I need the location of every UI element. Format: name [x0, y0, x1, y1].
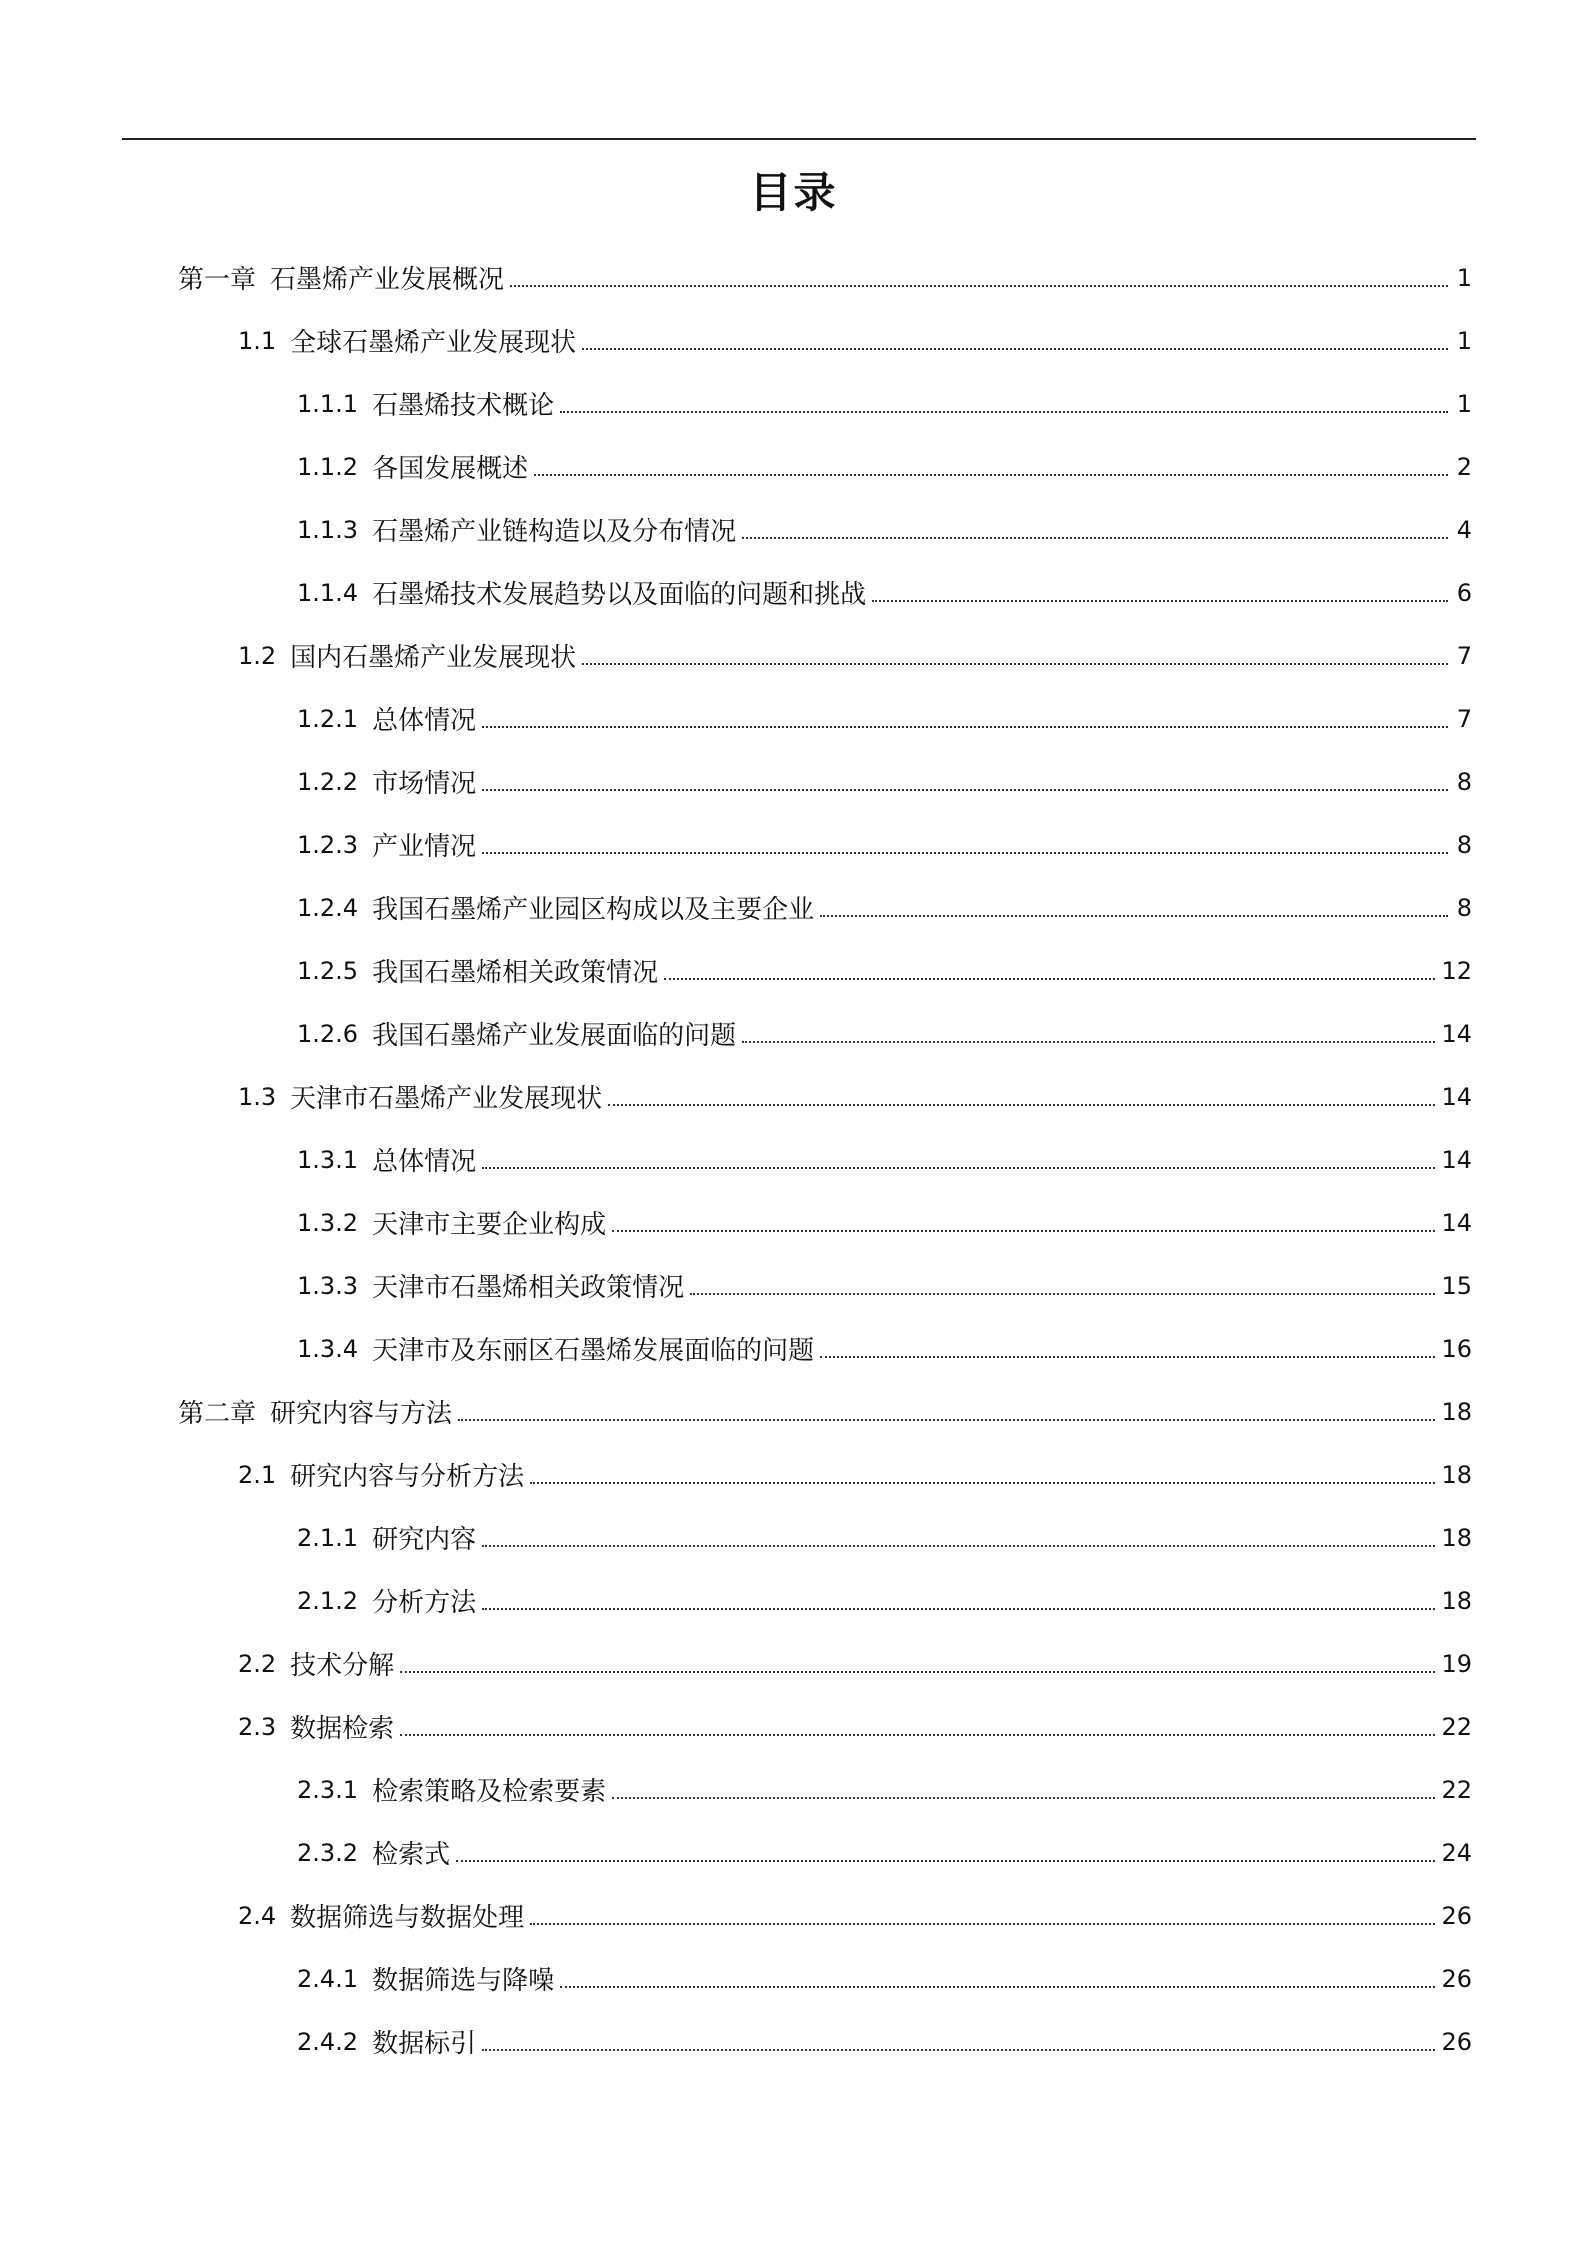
- toc-entry-page: 8: [1456, 830, 1472, 859]
- toc-entry-page: 18: [1441, 1586, 1472, 1615]
- toc-dot-leader: [530, 1923, 1435, 1925]
- toc-entry[interactable]: [0, 876, 1587, 939]
- toc-entry[interactable]: [0, 1254, 1587, 1317]
- toc-entry-number: 2.4.1: [297, 1964, 359, 1993]
- toc-entry[interactable]: [0, 1002, 1587, 1065]
- toc-entry-title: 我国石墨烯产业发展面临的问题: [372, 1021, 737, 1051]
- toc-entry[interactable]: [0, 1317, 1587, 1380]
- toc-entry-title: 研究内容: [372, 1525, 477, 1555]
- toc-dot-leader: [482, 1167, 1435, 1169]
- toc-entry-number: 1.3.1: [297, 1145, 359, 1174]
- page-title: 目录: [749, 168, 838, 217]
- toc-dot-leader: [482, 1545, 1435, 1547]
- toc-dot-leader: [664, 978, 1435, 980]
- toc-entry-number: 1.1.4: [297, 578, 359, 607]
- toc-entry-number: 1.1.2: [297, 452, 359, 481]
- toc-entry-page: 18: [1441, 1397, 1472, 1426]
- toc-dot-leader: [456, 1860, 1435, 1862]
- toc-entry[interactable]: [0, 939, 1587, 1002]
- toc-entry-title: 检索策略及检索要素: [372, 1777, 607, 1807]
- toc-entry-number: 1.2.3: [297, 830, 359, 859]
- toc-entry-number: 2.3.1: [297, 1775, 359, 1804]
- toc-entry-number: 1.2.5: [297, 956, 359, 985]
- toc-entry[interactable]: [0, 1695, 1587, 1758]
- toc-entry-title: 检索式: [372, 1840, 451, 1870]
- toc-dot-leader: [482, 726, 1448, 728]
- toc-dot-leader: [560, 411, 1448, 413]
- toc-entry[interactable]: [0, 1758, 1587, 1821]
- toc-entry-page: 8: [1456, 767, 1472, 796]
- toc-entry-page: 22: [1441, 1712, 1472, 1741]
- toc-entry-title: 国内石墨烯产业发展现状: [290, 643, 577, 673]
- toc-entry-number: 1.2.1: [297, 704, 359, 733]
- toc-dot-leader: [400, 1734, 1435, 1736]
- toc-entry-page: 26: [1441, 2027, 1472, 2056]
- toc-entry-title: 市场情况: [372, 769, 477, 799]
- toc-entry-title: 天津市主要企业构成: [372, 1210, 607, 1240]
- toc-dot-leader: [560, 1986, 1435, 1988]
- toc-entry[interactable]: [0, 813, 1587, 876]
- toc-entry[interactable]: [0, 372, 1587, 435]
- toc-dot-leader: [872, 600, 1448, 602]
- toc-entry-page: 26: [1441, 1964, 1472, 1993]
- toc-entry-title: 数据筛选与降噪: [372, 1966, 555, 1996]
- toc-entry-page: 14: [1441, 1145, 1472, 1174]
- toc-entry-page: 6: [1456, 578, 1472, 607]
- toc-entry-number: 2.1.1: [297, 1523, 359, 1552]
- toc-entry[interactable]: [0, 687, 1587, 750]
- toc-entry-page: 7: [1456, 641, 1472, 670]
- toc-entry-number: 1.2.6: [297, 1019, 359, 1048]
- toc-entry-number: 2.3.2: [297, 1838, 359, 1867]
- toc-entry-number: 2.3: [238, 1712, 277, 1741]
- toc-entry-page: 22: [1441, 1775, 1472, 1804]
- toc-entry-number: 1.2.2: [297, 767, 359, 796]
- toc-entry-title: 研究内容与分析方法: [290, 1462, 525, 1492]
- toc-entry[interactable]: [0, 498, 1587, 561]
- toc-dot-leader: [612, 1230, 1435, 1232]
- toc-entry-page: 1: [1456, 263, 1472, 292]
- toc-entry-page: 8: [1456, 893, 1472, 922]
- toc-entry[interactable]: [0, 435, 1587, 498]
- toc-dot-leader: [742, 1041, 1435, 1043]
- toc-dot-leader: [608, 1104, 1435, 1106]
- toc-entry-title: 研究内容与方法: [270, 1399, 453, 1429]
- toc-entry-page: 1: [1456, 389, 1472, 418]
- toc-entry-number: 2.1.2: [297, 1586, 359, 1615]
- toc-entry-number: 1.3: [238, 1082, 277, 1111]
- toc-dot-leader: [582, 663, 1448, 665]
- toc-entry[interactable]: [0, 246, 1587, 309]
- toc-entry-page: 4: [1456, 515, 1472, 544]
- toc-entry-number: 1.3.2: [297, 1208, 359, 1237]
- toc-entry-title: 天津市石墨烯相关政策情况: [372, 1273, 685, 1303]
- toc-entry[interactable]: [0, 1884, 1587, 1947]
- toc-entry-title: 技术分解: [290, 1651, 395, 1681]
- toc-entry[interactable]: [0, 1569, 1587, 1632]
- toc-dot-leader: [582, 348, 1448, 350]
- header-rule: [122, 138, 1476, 140]
- toc-entry[interactable]: [0, 1128, 1587, 1191]
- toc-dot-leader: [400, 1671, 1435, 1673]
- toc-entry-page: 18: [1441, 1460, 1472, 1489]
- toc-entry-title: 石墨烯技术概论: [372, 391, 555, 421]
- toc-entry-number: 第一章: [178, 265, 257, 295]
- toc-entry-title: 我国石墨烯相关政策情况: [372, 958, 659, 988]
- toc-dot-leader: [530, 1482, 1435, 1484]
- toc-entry-page: 1: [1456, 326, 1472, 355]
- toc-entry-number: 1.3.4: [297, 1334, 359, 1363]
- toc-dot-leader: [482, 789, 1448, 791]
- toc-entry[interactable]: [0, 1506, 1587, 1569]
- toc-entry-title: 各国发展概述: [372, 454, 529, 484]
- toc-entry[interactable]: [0, 1821, 1587, 1884]
- toc-entry-page: 7: [1456, 704, 1472, 733]
- toc-entry-page: 14: [1441, 1082, 1472, 1111]
- toc-entry-title: 全球石墨烯产业发展现状: [290, 328, 577, 358]
- toc-entry-number: 第二章: [178, 1399, 257, 1429]
- toc-entry-page: 15: [1441, 1271, 1472, 1300]
- toc-entry-title: 产业情况: [372, 832, 477, 862]
- toc-entry[interactable]: [0, 561, 1587, 624]
- toc-entry-title: 天津市石墨烯产业发展现状: [290, 1084, 603, 1114]
- toc-entry-number: 2.1: [238, 1460, 277, 1489]
- toc-list: [0, 246, 1587, 2073]
- toc-entry-title: 石墨烯产业链构造以及分布情况: [372, 517, 737, 547]
- toc-entry-title: 数据检索: [290, 1714, 395, 1744]
- toc-entry-number: 2.2: [238, 1649, 277, 1678]
- toc-entry[interactable]: [0, 1443, 1587, 1506]
- toc-dot-leader: [742, 537, 1448, 539]
- toc-dot-leader: [458, 1419, 1435, 1421]
- toc-entry-number: 2.4: [238, 1901, 277, 1930]
- toc-entry[interactable]: [0, 1632, 1587, 1695]
- toc-entry[interactable]: [0, 624, 1587, 687]
- toc-entry-number: 2.4.2: [297, 2027, 359, 2056]
- toc-entry[interactable]: [0, 1947, 1587, 2010]
- toc-entry-page: 26: [1441, 1901, 1472, 1930]
- toc-entry-number: 1.3.3: [297, 1271, 359, 1300]
- toc-entry-number: 1.1: [238, 326, 277, 355]
- toc-dot-leader: [690, 1293, 1435, 1295]
- toc-entry[interactable]: [0, 309, 1587, 372]
- toc-entry-title: 数据筛选与数据处理: [290, 1903, 525, 1933]
- toc-entry-title: 石墨烯产业发展概况: [270, 265, 505, 295]
- toc-dot-leader: [482, 852, 1448, 854]
- toc-entry-title: 石墨烯技术发展趋势以及面临的问题和挑战: [372, 580, 867, 610]
- toc-entry-title: 数据标引: [372, 2029, 477, 2059]
- toc-entry-page: 14: [1441, 1019, 1472, 1048]
- toc-entry-title: 总体情况: [372, 1147, 477, 1177]
- toc-entry-page: 18: [1441, 1523, 1472, 1552]
- toc-entry-page: 14: [1441, 1208, 1472, 1237]
- toc-entry-page: 24: [1441, 1838, 1472, 1867]
- toc-entry-number: 1.2: [238, 641, 277, 670]
- toc-entry[interactable]: [0, 1065, 1587, 1128]
- toc-entry-page: 2: [1456, 452, 1472, 481]
- toc-entry-number: 1.1.3: [297, 515, 359, 544]
- toc-entry-page: 12: [1441, 956, 1472, 985]
- toc-entry-title: 总体情况: [372, 706, 477, 736]
- toc-entry-number: 1.2.4: [297, 893, 359, 922]
- toc-entry-page: 19: [1441, 1649, 1472, 1678]
- toc-entry-number: 1.1.1: [297, 389, 359, 418]
- toc-entry[interactable]: [0, 2010, 1587, 2073]
- toc-dot-leader: [510, 285, 1448, 287]
- toc-entry-title: 天津市及东丽区石墨烯发展面临的问题: [372, 1336, 815, 1366]
- toc-dot-leader: [820, 1356, 1435, 1358]
- toc-dot-leader: [482, 1608, 1435, 1610]
- toc-entry[interactable]: [0, 1380, 1587, 1443]
- toc-entry-title: 我国石墨烯产业园区构成以及主要企业: [372, 895, 815, 925]
- toc-dot-leader: [820, 915, 1448, 917]
- toc-entry[interactable]: [0, 1191, 1587, 1254]
- toc-dot-leader: [534, 474, 1448, 476]
- toc-entry-title: 分析方法: [372, 1588, 477, 1618]
- toc-entry-page: 16: [1441, 1334, 1472, 1363]
- toc-dot-leader: [482, 2049, 1435, 2051]
- toc-entry[interactable]: [0, 750, 1587, 813]
- toc-dot-leader: [612, 1797, 1435, 1799]
